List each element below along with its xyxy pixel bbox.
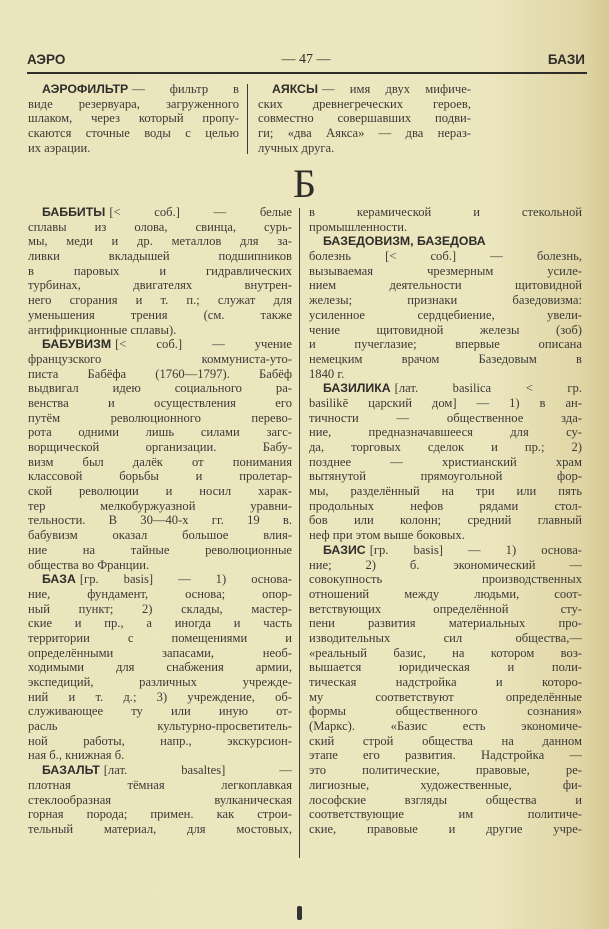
entry-headword: АЭРОФИЛЬТР — [42, 82, 129, 96]
entry-line: тельности. В 30—40-х гг. 19 в. — [28, 513, 292, 528]
dictionary-entry — [258, 82, 471, 155]
entry-line: мы, разделённый на три или пять — [309, 484, 582, 499]
entry-headword: БАЗИЛИКА — [323, 381, 391, 396]
entry-line: горная порода; примен. как строи- — [28, 807, 292, 822]
entry-line: ний и т. д.; 3) учреждение, об- — [28, 689, 292, 704]
header-left-guideword: АЭРО — [27, 52, 66, 67]
top-column-divider — [247, 84, 248, 154]
entry-line: бабувизм оказал большое влия- — [28, 528, 292, 543]
entry-line: ние; 2) б. экономический — — [309, 557, 582, 572]
entry-line: промышленности. — [309, 219, 408, 234]
entry-line: немецким врачом Базедовым в — [309, 351, 582, 366]
entry-text: [гр. basis] — 1) основа- — [79, 572, 292, 587]
dictionary-entry — [309, 234, 582, 381]
entry-line: вытянутой прямоугольной фор- — [309, 469, 582, 484]
entry-line — [28, 337, 292, 352]
entry-line: лософские взгляды общества и — [309, 792, 582, 807]
entry-line: ходимыми для снабжения армии, — [28, 660, 292, 675]
entry-line: уменьшения трения (см. также — [28, 307, 292, 322]
entry-line: болезнь [< соб.] — болезнь, — [309, 249, 582, 264]
left-column — [28, 205, 292, 837]
entry-line: лучных друга. — [258, 140, 335, 155]
entry-line: ная б., книжная б. — [28, 748, 125, 763]
entry-line — [28, 82, 239, 97]
entry-headword: БАЗИС — [323, 542, 366, 557]
entry-headword: БАЗА — [42, 572, 76, 587]
dictionary-entry — [28, 337, 292, 572]
entry-line: ской революции и носил харак- — [28, 484, 292, 499]
right-column — [309, 205, 582, 837]
entry-line: путём революционного перево- — [28, 410, 292, 425]
entry-line: турбинах, двигателях внутрен- — [28, 278, 292, 293]
entry-line: бов или колонн; средний главный — [309, 513, 582, 528]
entry-line: ворщической организации. Бабу- — [28, 440, 292, 454]
entry-line: виде резервуара, загруженного — [28, 96, 239, 111]
entry-line: французского коммуниста-уто- — [28, 351, 292, 366]
entry-line: ских древнегреческих героев, — [258, 96, 471, 111]
dictionary-entry — [28, 205, 292, 337]
entry-line: сплавы из олова, свинца, сурь- — [28, 219, 292, 234]
entry-line: это политические, правовые, ре- — [309, 763, 582, 778]
entry-line: территории с помещениями и — [28, 630, 292, 645]
entry-line — [309, 205, 582, 220]
entry-text: [лат. basaltes] — — [103, 763, 292, 778]
entry-line: выдвигал идею социального ра- — [28, 381, 292, 396]
entry-line: него сгорания и т. п.; служат для — [28, 293, 292, 308]
entry-line: продольных нефов рядами стол- — [309, 498, 582, 513]
top-right-column — [258, 82, 471, 155]
entry-headword: БАББИТЫ — [42, 205, 106, 219]
entry-line: определёнными запасами, необ- — [28, 645, 292, 660]
entry-line: изводительных сил общества,— — [309, 630, 582, 645]
entry-line: в паровых и гидравлических — [28, 263, 292, 278]
entry-line: рота одними лишь силами загс- — [28, 425, 292, 440]
entry-line: да, торговых сделок и пр.; 2) — [309, 440, 582, 454]
entry-line: basilikē царский дом] — 1) в ан- — [309, 395, 582, 410]
entry-line: ние, фундамент, основа; опор- — [28, 586, 292, 601]
entry-line: му соответствуют определённые — [309, 689, 582, 704]
entry-line: (Маркс). «Базис есть экономиче- — [309, 719, 582, 734]
entry-line: соответствующие им политиче- — [309, 807, 582, 822]
entry-line: ские и пр., а иногда и часть — [28, 616, 292, 631]
entry-line: железы; признаки базедовизма: — [309, 293, 582, 308]
entry-line: скаются сточные воды с целью — [28, 126, 239, 141]
entry-line: лигиозные, художественные, фи- — [309, 777, 582, 792]
entry-line: формы общественного сознания» — [309, 704, 582, 719]
entry-line: тическая надстройка и которо- — [309, 675, 582, 689]
entry-line: неф при этом выше боковых. — [309, 528, 465, 543]
entry-line: совместно совершавших подви- — [258, 111, 471, 126]
entry-line: ной работы, напр., экскурсион- — [28, 733, 292, 748]
entry-text: [лат. basilica < гр. — [394, 381, 582, 396]
entry-line: и пучеглазие; впервые описана — [309, 337, 582, 352]
entry-line: стеклообразная вулканическая — [28, 792, 292, 807]
entry-line: ветствующих определённой сту- — [309, 601, 582, 616]
entry-line: усиленное сердцебиение, увели- — [309, 307, 582, 322]
entry-line: «реальный базис, на котором воз- — [309, 645, 582, 660]
entry-line: тичности — общественное зда- — [309, 410, 582, 425]
section-letter: Б — [293, 161, 316, 206]
entry-line: нием деятельности щитовидной — [309, 278, 582, 293]
entry-line: ние на тайные революционные — [28, 542, 292, 557]
entry-line: писта Бабёфа (1760—1797). Бабёф — [28, 366, 292, 381]
entry-line: мы, меди и др. металлов для за- — [28, 234, 292, 249]
entry-line: вышается юридическая и поли- — [309, 660, 582, 675]
entry-line: 1840 г. — [309, 366, 345, 381]
dictionary-entry — [28, 572, 292, 763]
entry-headword: БАЗАЛЬТ — [42, 763, 100, 778]
entry-text: [< соб.] — учение — [115, 337, 292, 352]
entry-line: пени развития материальных про- — [309, 616, 582, 631]
entry-line — [28, 763, 292, 778]
entry-text: — имя двух мифиче- — [321, 82, 471, 96]
page-number: — 47 — — [281, 52, 331, 67]
entry-text: [гр. basis] — 1) основа- — [369, 542, 582, 557]
entry-line: визм был далёк от понимания — [28, 454, 292, 469]
entry-headword: БАЗЕДОВИЗМ, БАЗЕДОВА — [323, 234, 486, 249]
dictionary-entry — [309, 205, 582, 234]
entry-line: шлаком, через который пропу- — [28, 111, 239, 126]
entry-headword: АЯКСЫ — [272, 82, 318, 96]
entry-line: тер мелкобуржуазной уравни- — [28, 498, 292, 513]
dictionary-entry — [309, 381, 582, 543]
entry-line: венства и осуществления его — [28, 395, 292, 410]
entry-line: ский строй общества на данном — [309, 733, 582, 748]
entry-line: классовой борьбы и пролетар- — [28, 469, 292, 484]
dictionary-entry — [309, 543, 582, 837]
entry-text: — фильтр в — [132, 82, 239, 96]
entry-line: ние, предназначавшееся для су- — [309, 425, 582, 440]
entry-line: их аэрации. — [28, 140, 91, 155]
entry-line: плотная тёмная легкоплавкая — [28, 777, 292, 792]
header-rule — [27, 72, 587, 74]
entry-line: ги; «два Аякса» — два нераз- — [258, 126, 471, 141]
entry-line: экспедиций, различных учрежде- — [28, 675, 292, 689]
entry-line: этапе его развития. Надстройка — — [309, 748, 582, 763]
top-left-column — [28, 82, 239, 155]
entry-line: ный пункт; 2) склады, мастер- — [28, 601, 292, 616]
running-header — [27, 52, 585, 72]
header-right-guideword: БАЗИ — [547, 52, 585, 67]
entry-line — [28, 205, 292, 220]
entry-line: ливки вкладышей подшипников — [28, 249, 292, 264]
entry-line: тельный материал, для мостовых, — [28, 821, 292, 836]
entry-line: ские, правовые и другие учре- — [309, 821, 582, 836]
entry-line: чение щитовидной железы (зоб) — [309, 322, 582, 337]
entry-line: вызываемая чрезмерным усиле- — [309, 263, 582, 278]
entry-line — [309, 234, 582, 249]
entry-line — [309, 381, 582, 396]
column-divider — [299, 208, 300, 858]
dictionary-entry — [28, 82, 239, 155]
entry-line: отношений между людьми, соот- — [309, 586, 582, 601]
entry-line: позднее — христианский храм — [309, 454, 582, 469]
entry-text: в керамической и стекольной — [309, 205, 582, 219]
dictionary-entry — [28, 763, 292, 836]
entry-line: совокупность производственных — [309, 572, 582, 587]
entry-line — [28, 572, 292, 587]
entry-text: [< соб.] — белые — [109, 205, 292, 219]
entry-headword: БАБУВИЗМ — [42, 337, 112, 352]
entry-line: расль культурно-просветитель- — [28, 719, 292, 734]
entry-line — [309, 543, 582, 558]
entry-line — [258, 82, 471, 97]
print-mark — [297, 906, 302, 920]
entry-line: служивающее ту или иную от- — [28, 704, 292, 719]
entry-line: общества во Франции. — [28, 557, 150, 572]
entry-line: антифрикционные сплавы). — [28, 322, 177, 337]
